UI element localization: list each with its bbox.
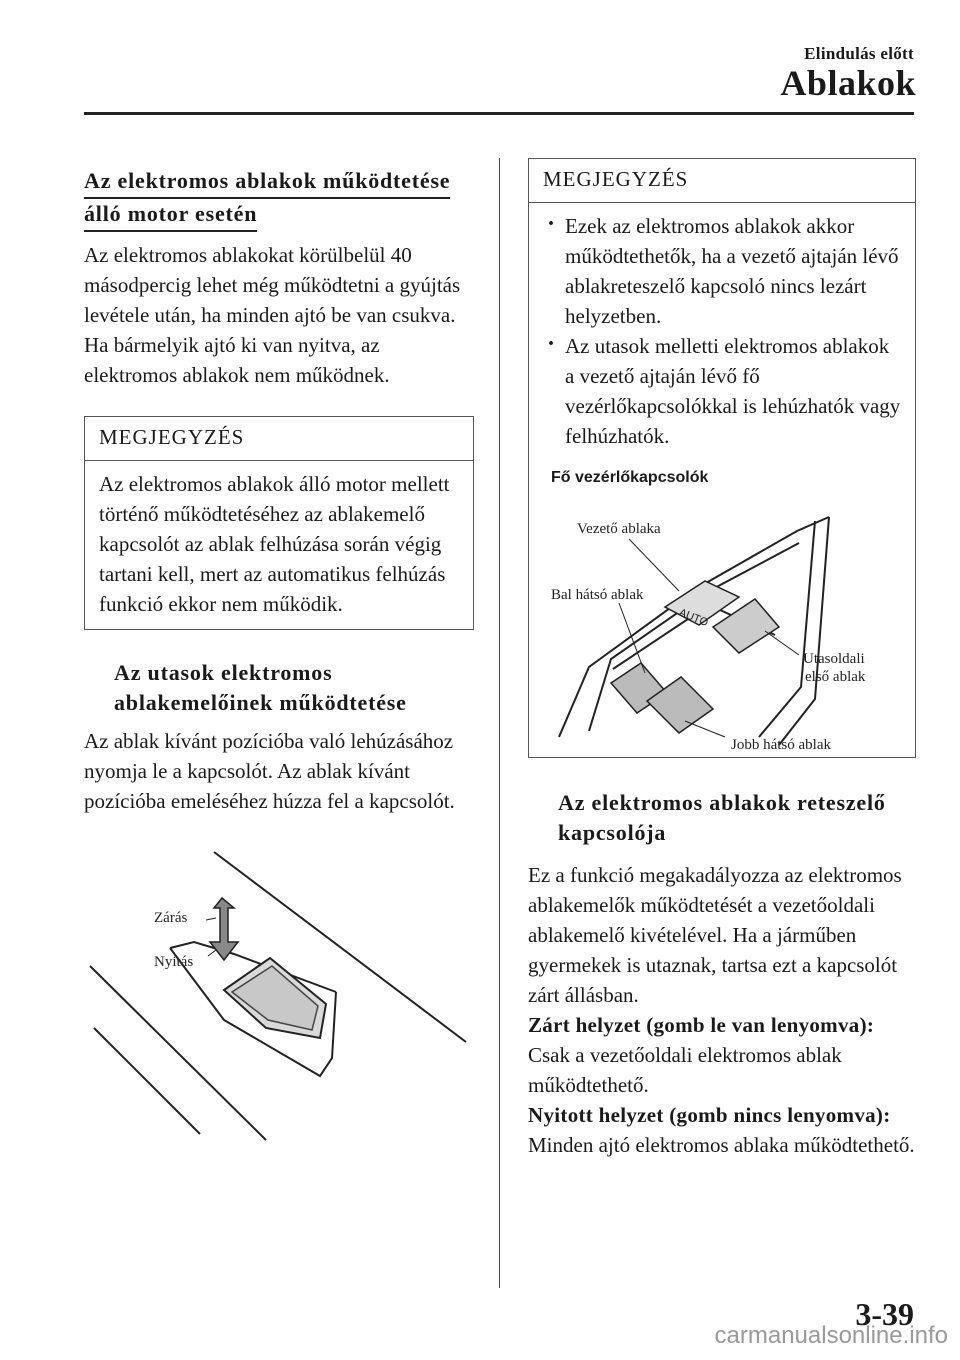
left-column xyxy=(84,166,474,1142)
label-close: Zárás xyxy=(154,910,188,926)
sub-heading-line1: Az utasok elektromos xyxy=(114,660,333,685)
panel-edge-line xyxy=(94,1028,200,1134)
section-heading-line1: Az elektromos ablakok működtetése xyxy=(84,166,450,199)
label-rear-left-window: Bal hátsó ablak xyxy=(551,587,644,603)
right-column xyxy=(528,158,916,1160)
unlocked-position-text: Minden ajtó elektromos ablaka működtethető. xyxy=(528,1133,915,1157)
locked-position-text: Csak a vezetőoldali elektromos ablak működtethető. xyxy=(528,1043,842,1097)
leader-line xyxy=(685,721,725,737)
master-switch-figure xyxy=(529,487,915,757)
note-list xyxy=(529,203,915,461)
page-title: Ablakok xyxy=(780,63,916,103)
sub-heading-line2: ablakemelőinek működtetése xyxy=(114,690,407,715)
leader-line xyxy=(629,539,679,591)
sub-heading xyxy=(84,658,474,718)
page-number: 3-39 xyxy=(855,1296,914,1332)
leader-line xyxy=(765,631,799,655)
note-item: · Ezek az elektromos ablakok akkor működtethetők, ha a vezető ajtaján lévő ablakreteszelő kapcsoló nincs lezárt helyzetben. xyxy=(543,211,901,331)
section-heading xyxy=(84,166,474,232)
switch-button xyxy=(224,958,326,1038)
leader-line xyxy=(206,918,216,920)
note-text: Az elektromos ablakok álló motor mellett történő működtetéséhez az ablakemelő kapcsolót az ablak felhúzása során végig tartani kell, mert az automatikus felhúzás funkció ekkor nem működik. xyxy=(99,472,450,616)
watermark: carmanualsonline.info xyxy=(714,1322,948,1349)
switch-figure xyxy=(84,842,474,1142)
intro-paragraph: Az elektromos ablakokat körülbelül 40 másodpercig lehet még működtetni a gyújtás levétele után, ha minden ajtó be van csukva. Ha bármelyik ajtó ki van nyitva, az elektromos ablakok nem működnek. xyxy=(84,243,461,387)
door-panel-edge xyxy=(779,517,829,745)
label-front-passenger-window: Utasoldali xyxy=(803,651,865,667)
header-rule xyxy=(84,112,914,115)
sub-heading xyxy=(528,788,916,848)
body-paragraph: Az ablak kívánt pozícióba való lehúzásához nyomja le a kapcsolót. Az ablak kívánt pozícióba emeléséhez húzza fel a kapcsolót. xyxy=(84,729,455,813)
label-front-passenger-window: első ablak xyxy=(805,669,866,685)
sub-heading-line1: Az elektromos ablakok reteszelő xyxy=(558,790,886,815)
note-box xyxy=(528,158,916,758)
auto-label: AUTO xyxy=(677,606,710,630)
note-item: · Az utasok melletti elektromos ablakok a vezető ajtaján lévő fő vezérlőkapcsolókkal is lehúzhatók vagy felhúzhatók. xyxy=(543,331,901,451)
figure-caption: Fő vezérlőkapcsolók xyxy=(551,469,709,486)
column-divider xyxy=(499,158,500,1288)
note-title: MEGJEGYZÉS xyxy=(85,417,473,461)
label-open: Nyitás xyxy=(154,954,194,970)
label-rear-right-window: Jobb hátsó ablak xyxy=(731,737,831,753)
note-box xyxy=(84,416,474,630)
section-title: Elindulás előtt xyxy=(804,44,914,63)
unlocked-position-label: Nyitott helyzet (gomb nincs lenyomva): xyxy=(528,1103,891,1127)
body-paragraph: Ez a funkció megakadályozza az elektromos ablakemelők működtetését a vezetőoldali ablakemelő kivételével. Ha a járműben gyermekek is utaznak, tartsa ezt a kapcsolót zárt állásban. xyxy=(528,863,902,1007)
note-title: MEGJEGYZÉS xyxy=(529,159,915,203)
locked-position-label: Zárt helyzet (gomb le van lenyomva): xyxy=(528,1013,875,1037)
section-heading-line2: álló motor esetén xyxy=(84,199,257,232)
up-down-arrow-icon xyxy=(210,898,238,960)
sub-heading-line2: kapcsolója xyxy=(558,820,667,845)
label-driver-window: Vezető ablaka xyxy=(577,521,661,537)
leader-line xyxy=(208,950,216,956)
